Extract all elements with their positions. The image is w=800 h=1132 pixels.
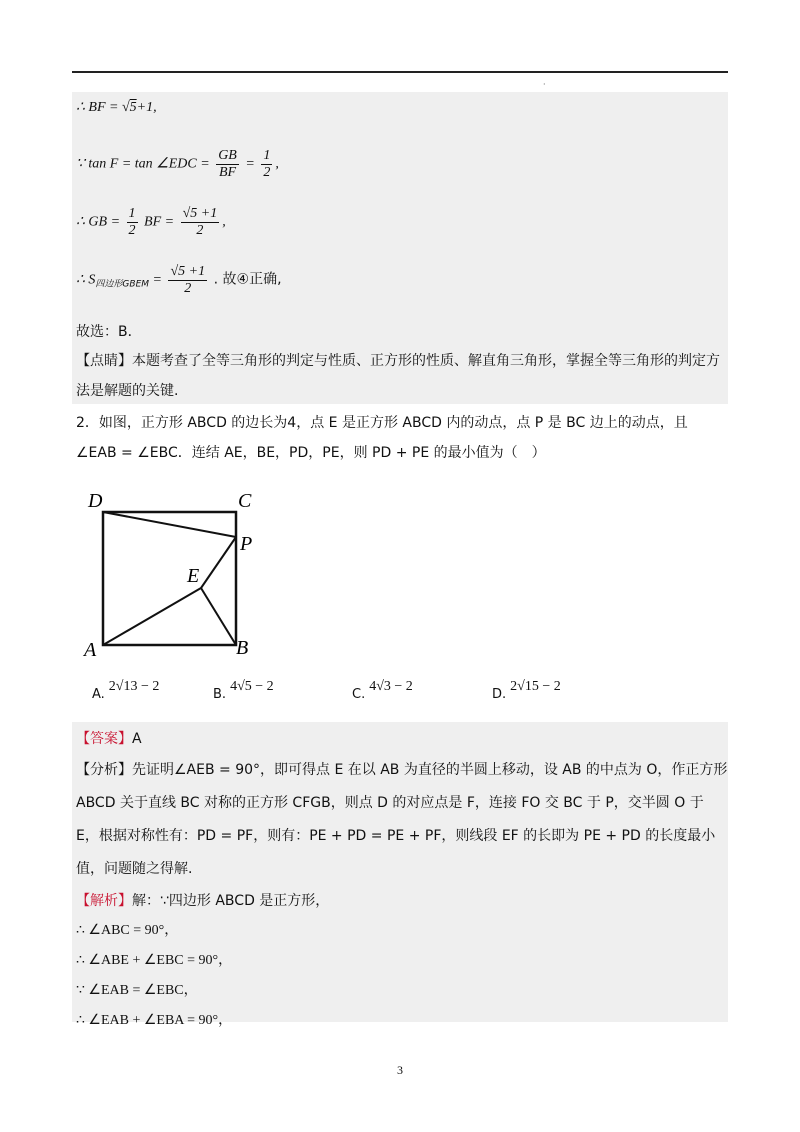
comment-tag: 【点睛】 xyxy=(76,353,132,369)
label-b: B xyxy=(236,637,249,659)
label-e: E xyxy=(187,565,200,587)
solution-line-4: ∴ $S_{四边形GBEM}$ = $\frac{√5 +1}{2}$ . 故④正确, xyxy=(76,264,282,296)
comment-block xyxy=(76,346,728,406)
comment-text: 本题考查了全等三角形的判定与性质、正方形的性质、解直角三角形，掌握全等三角形的判定方法是解题的关键. xyxy=(76,353,720,399)
analysis-text: 先证明∠AEB = 90°，即可得点 E 在以 AB 为直径的半圆上移动，设 AB 的中点为 O，作正方形 ABCD 关于直线 BC 对称的正方形 CFGB，则点 D 的对应点是 F，连接 FO 交 BC 于 P，交半圆 O 于 E，根据对称性有：PD = PF，则有：PE + PD = PE + PF，则线段 EF 的长即为 PE + PD 的长度最小值，问题随之得解. xyxy=(76,762,728,877)
solution-line-2: ∵ tan F = tan ∠EDC = $\frac{GB}{BF}$ = $\frac{1}{2}$ , xyxy=(76,148,279,180)
square-abcd xyxy=(103,512,236,645)
solution-step-2: ∴ ∠ABE + ∠EBC = 90°， xyxy=(76,953,233,968)
label-c: C xyxy=(238,490,252,512)
segment-eb xyxy=(201,588,236,645)
analysis-paragraph xyxy=(76,754,728,886)
segment-ae xyxy=(103,588,201,645)
choice-c[interactable]: C.4√3 − 2 xyxy=(352,679,413,702)
solution-step-1: ∴ ∠ABC = 90°， xyxy=(76,923,179,938)
choice-b[interactable]: B.4√5 − 2 xyxy=(213,679,274,702)
question-2-line-2: ∠EAB = ∠EBC．连结 AE，BE，PD，PE，则 PD + PE 的最小值为（ ） xyxy=(76,445,546,461)
solution-line-3: ∴ GB = $\frac{1}{2}$ BF = $\frac{√5 +1}{2}$ , xyxy=(76,206,226,238)
choose-line: 故选：B． xyxy=(76,324,142,340)
label-p: P xyxy=(240,533,253,555)
question-2 xyxy=(76,408,728,468)
segment-dp xyxy=(103,512,236,537)
solution-tag: 【解析】 xyxy=(76,893,132,909)
answer-value: A xyxy=(132,731,142,747)
choice-a[interactable]: A.2√13 − 2 xyxy=(92,679,160,702)
solution-step-3: ∵ ∠EAB = ∠EBC， xyxy=(76,983,198,998)
fraction-gb-bf: $\frac{GB}{BF}$ xyxy=(218,148,237,180)
solution-step-4: ∴ ∠EAB + ∠EBA = 90°， xyxy=(76,1013,233,1028)
fraction-half: $\frac{1}{2}$ xyxy=(263,148,271,180)
answer-line xyxy=(76,724,728,754)
analysis-tag: 【分析】 xyxy=(76,762,132,778)
fraction-root5-plus1: $\frac{√5 +1}{2}$ xyxy=(182,206,218,238)
fraction-area: $\frac{√5 +1}{2}$ xyxy=(170,264,206,296)
solution-first-line: 【解析】解：∵四边形 ABCD 是正方形， xyxy=(76,893,330,909)
question-2-line-1: 2．如图，正方形 ABCD 的边长为4，点 E 是正方形 ABCD 内的动点，点 P 是 BC 边上的动点，且 xyxy=(76,415,688,431)
label-d: D xyxy=(88,490,103,512)
answer-tag: 【答案】 xyxy=(76,731,132,747)
solution-line-1: ∴ BF = √5+1, xyxy=(76,100,157,115)
top-mark: · xyxy=(543,80,546,89)
answer-block xyxy=(76,724,728,1036)
label-a: A xyxy=(84,639,97,661)
choice-d[interactable]: D.2√15 − 2 xyxy=(492,679,561,702)
header-rule xyxy=(72,71,728,73)
segment-ep xyxy=(201,537,236,588)
page-number: 3 xyxy=(397,1063,403,1077)
fraction-half-2: $\frac{1}{2}$ xyxy=(128,206,136,238)
